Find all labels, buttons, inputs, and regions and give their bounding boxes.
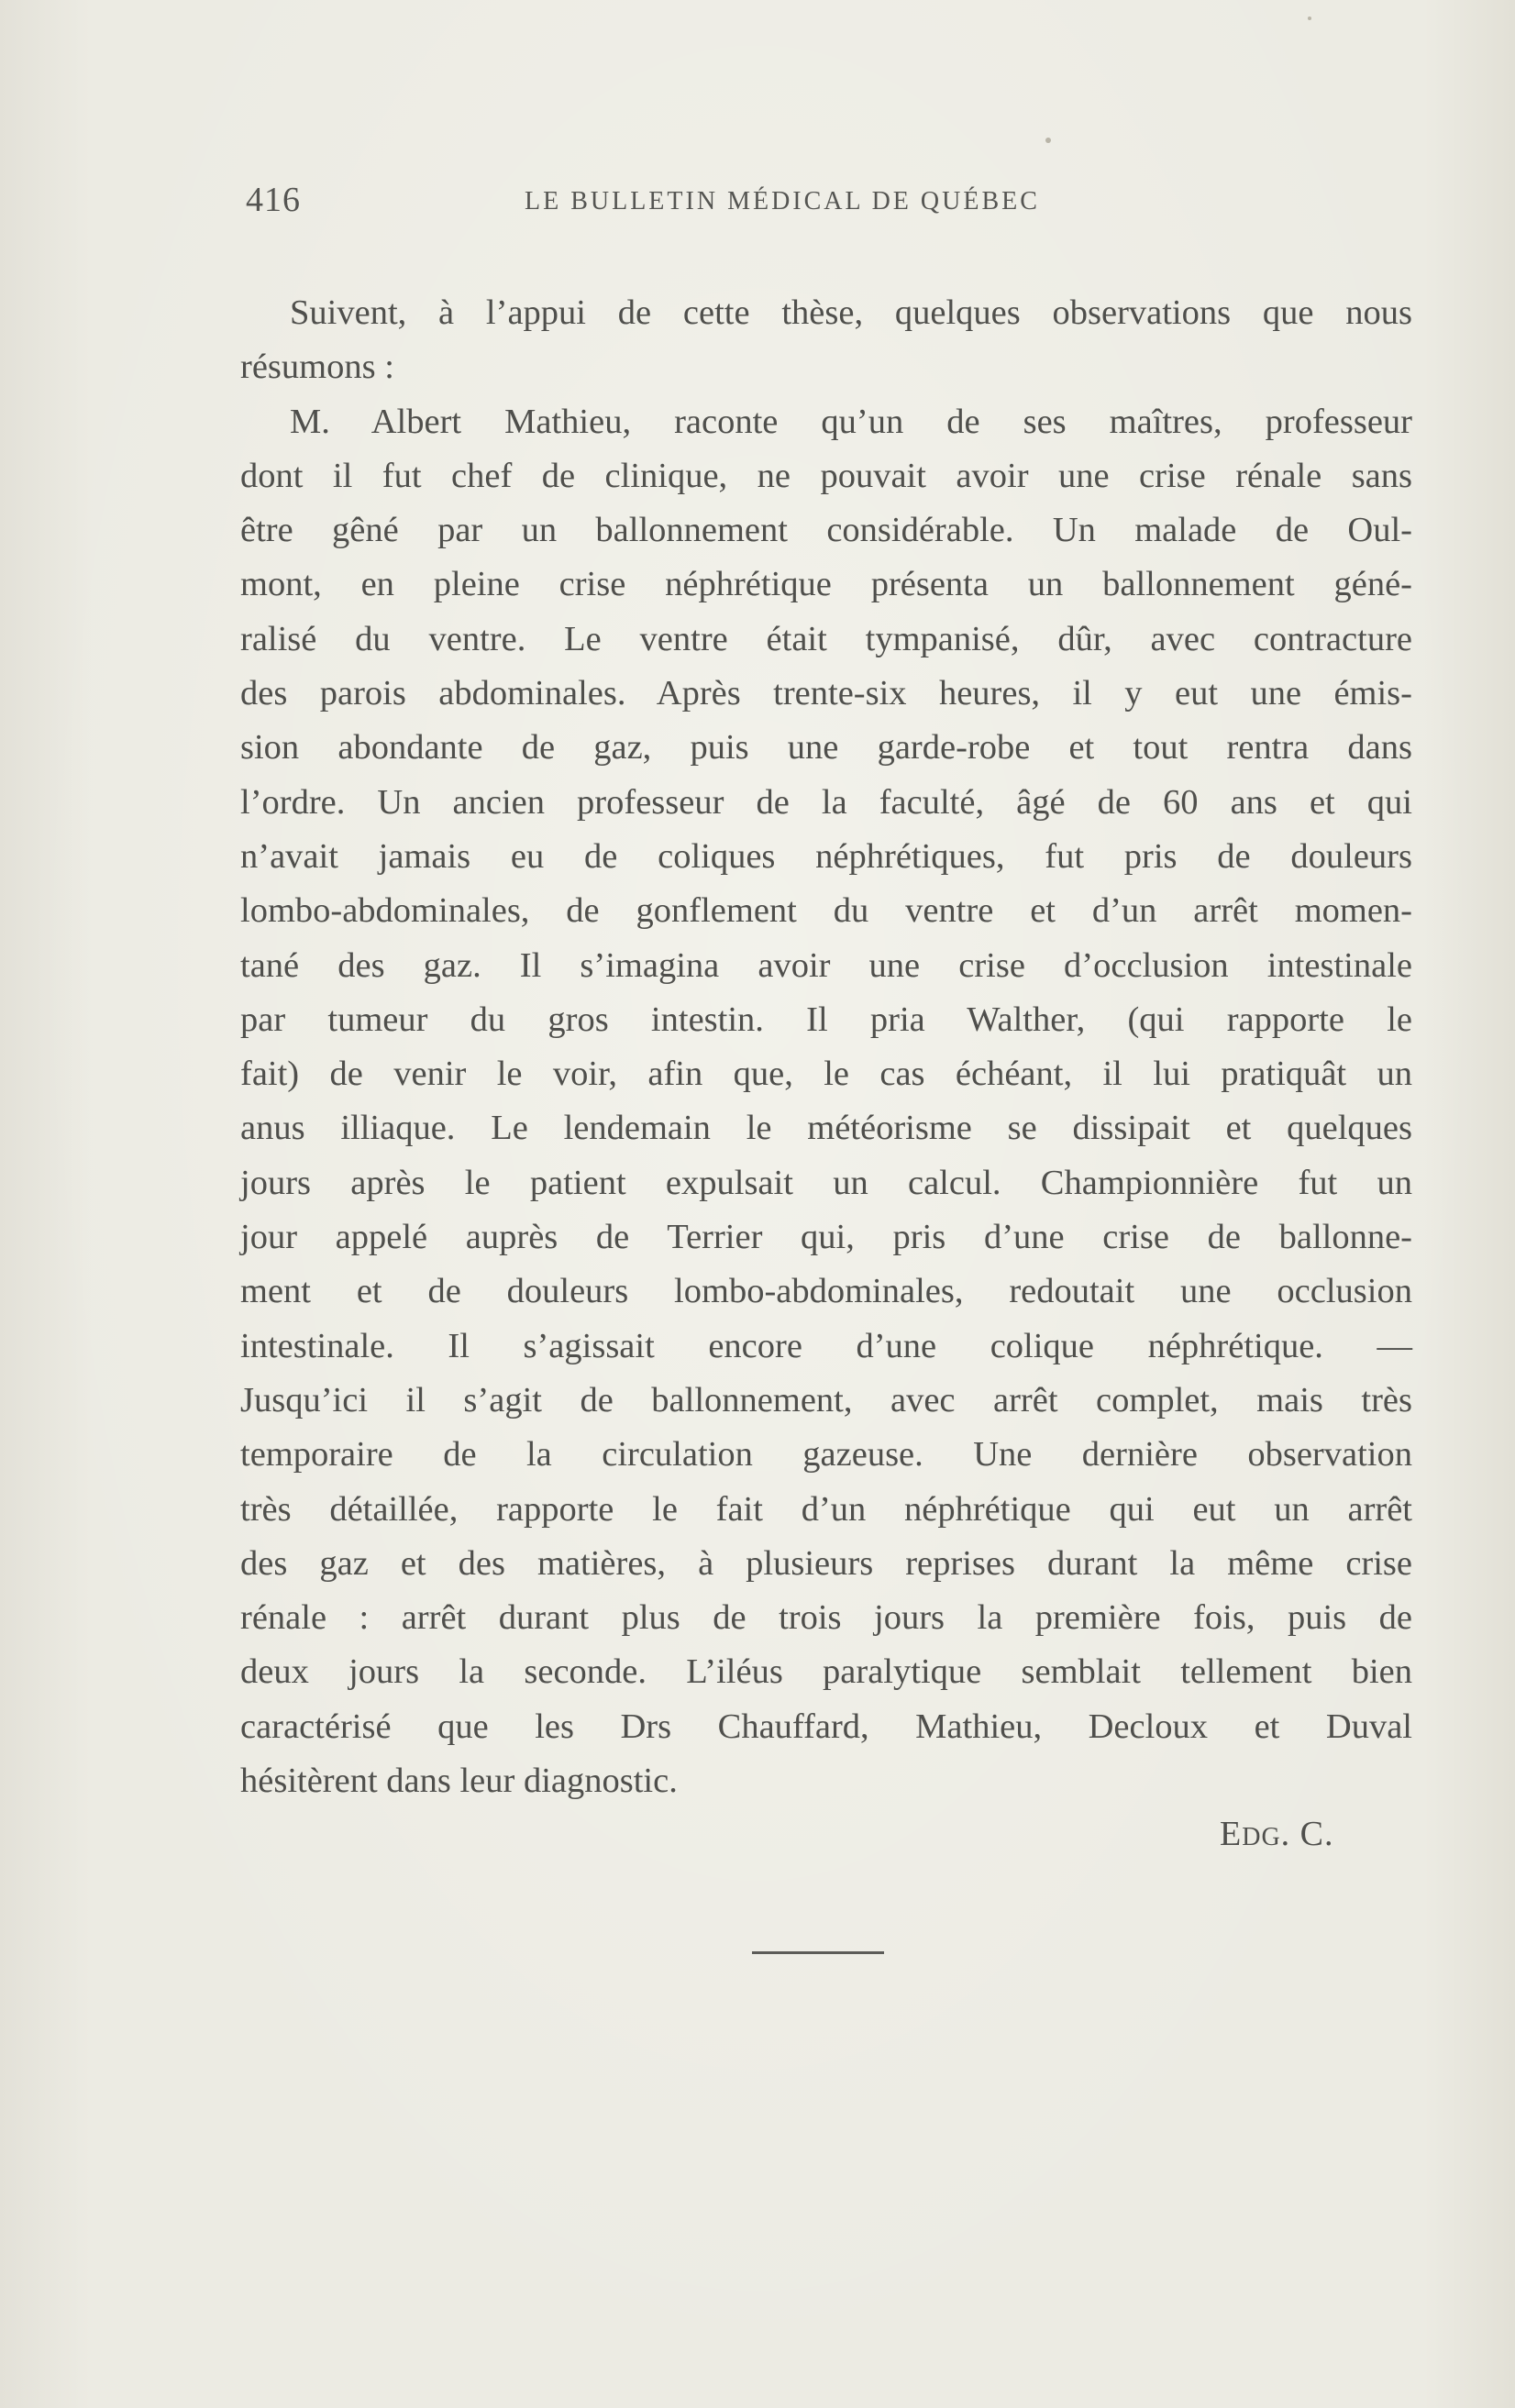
text-line: caractérisé que les Drs Chauffard, Mathieu, Decloux et Duval bbox=[240, 1707, 1412, 1746]
signature-initial: E bbox=[1220, 1815, 1243, 1853]
paper-speck bbox=[1308, 17, 1311, 20]
text-line: sion abondante de gaz, puis une garde-robe et tout rentra dans bbox=[240, 728, 1412, 768]
text-line: très détaillée, rapporte le fait d’un néphrétique qui eut un arrêt bbox=[240, 1489, 1412, 1529]
text-line: n’avait jamais eu de coliques néphrétiques, fut pris de douleurs bbox=[240, 836, 1412, 876]
text-line: résumons : bbox=[240, 348, 394, 387]
text-line: rénale : arrêt durant plus de trois jours la première fois, puis de bbox=[240, 1598, 1412, 1638]
running-head bbox=[246, 180, 1135, 226]
page-number: 416 bbox=[246, 181, 301, 219]
text-line: anus illiaque. Le lendemain le météorisme se dissipait et quelques bbox=[240, 1109, 1412, 1148]
text-line: ment et de douleurs lombo-abdominales, redoutait une occlusion bbox=[240, 1272, 1412, 1311]
text-line: ralisé du ventre. Le ventre était tympanisé, dûr, avec contracture bbox=[240, 619, 1412, 658]
text-line: M. Albert Mathieu, raconte qu’un de ses maîtres, professeur bbox=[290, 402, 1412, 441]
text-line: jour appelé auprès de Terrier qui, pris d’une crise de ballonne- bbox=[240, 1218, 1412, 1257]
text-line: dont il fut chef de clinique, ne pouvait avoir une crise rénale sans bbox=[240, 456, 1412, 495]
text-line: intestinale. Il s’agissait encore d’une colique néphrétique. — bbox=[240, 1326, 1412, 1365]
text-line: lombo-abdominales, de gonflement du ventre et d’un arrêt momen- bbox=[240, 891, 1412, 931]
section-divider-rule bbox=[752, 1951, 884, 1954]
author-signature bbox=[1220, 1814, 1334, 1854]
text-line: mont, en pleine crise néphrétique présenta un ballonnement géné- bbox=[240, 565, 1412, 604]
text-line: tané des gaz. Il s’imagina avoir une crise d’occlusion intestinale bbox=[240, 945, 1412, 985]
paper-speck bbox=[1045, 138, 1051, 143]
signature-rest: . C. bbox=[1280, 1815, 1334, 1853]
text-line: des parois abdominales. Après trente-six heures, il y eut une émis- bbox=[240, 674, 1412, 713]
text-line: l’ordre. Un ancien professeur de la faculté, âgé de 60 ans et qui bbox=[240, 782, 1412, 822]
text-line: temporaire de la circulation gazeuse. Une dernière observation bbox=[240, 1435, 1412, 1475]
text-line: être gêné par un ballonnement considérable. Un malade de Oul- bbox=[240, 511, 1412, 550]
text-line: Suivent, à l’appui de cette thèse, quelques observations que nous bbox=[290, 293, 1412, 332]
text-line: jours après le patient expulsait un calcul. Championnière fut un bbox=[240, 1163, 1412, 1202]
text-line: par tumeur du gros intestin. Il pria Walther, (qui rapporte le bbox=[240, 1000, 1412, 1039]
text-line: hésitèrent dans leur diagnostic. bbox=[240, 1762, 678, 1801]
text-line: fait) de venir le voir, afin que, le cas échéant, il lui pratiquât un bbox=[240, 1055, 1412, 1094]
body-text bbox=[240, 286, 1412, 1808]
text-line: des gaz et des matières, à plusieurs reprises durant la même crise bbox=[240, 1543, 1412, 1583]
signature-small-caps: DG bbox=[1242, 1823, 1281, 1851]
running-title: LE BULLETIN MÉDICAL DE QUÉBEC bbox=[525, 187, 1040, 215]
text-line: Jusqu’ici il s’agit de ballonnement, avec arrêt complet, mais très bbox=[240, 1380, 1412, 1419]
text-line: deux jours la seconde. L’iléus paralytique semblait tellement bien bbox=[240, 1652, 1412, 1692]
